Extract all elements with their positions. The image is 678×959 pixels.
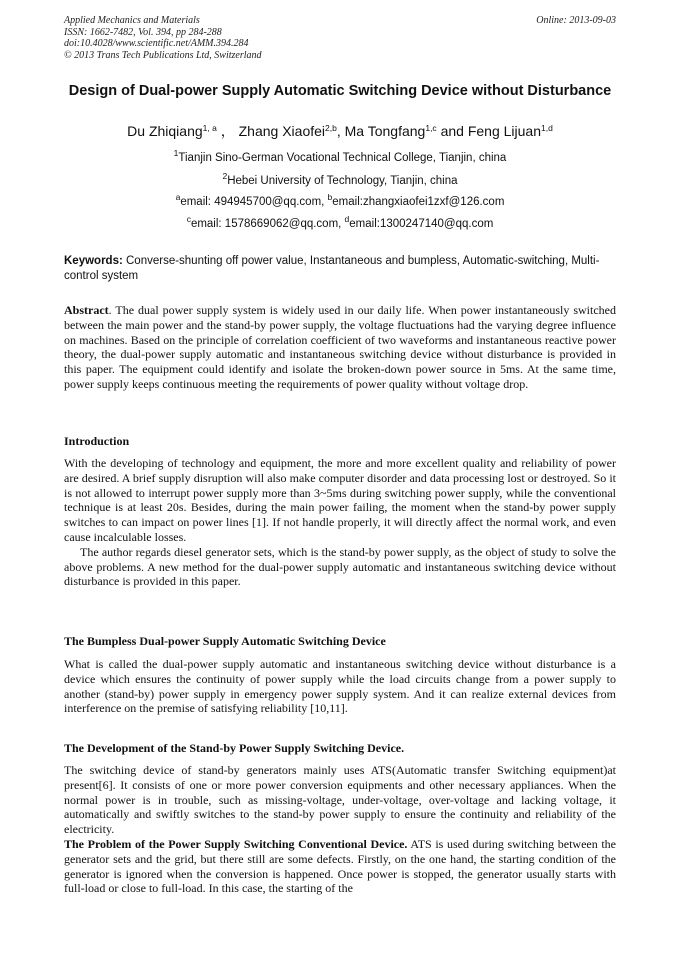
author-name: Du Zhiqiang [127,123,203,139]
section-heading-introduction: Introduction [64,434,130,448]
development-body [64,763,616,896]
doi-line[interactable]: doi:10.4028/www.scientific.net/AMM.394.284 [64,38,249,49]
author-separator: and [440,123,464,139]
copyright-line: © 2013 Trans Tech Publications Ltd, Switzerland [64,49,262,61]
keywords-block [64,254,616,283]
subsection-label: The Problem of the Power Supply Switching Conventional Device. [64,836,408,851]
introduction-body [64,456,616,589]
paragraph: What is called the dual-power supply automatic and instantaneous switching device without disturbance is a device which ensures the continuity of power supply while the load circuits change from a power supply to another (stand-by) power supply in emergency power supply system. And it can realize external devices from interference on the premise of satisfying reliability [10,11]. [64,657,616,716]
abstract-text: . The dual power supply system is widely used in our daily life. When power instantaneously switched between the main power and the stand-by power supply, the voltage fluctuations had the varying degree influence on machines. Based on the principle of correlation coefficient of two waveforms and instantaneous reactive power theory, the dual-power supply automatic and instantaneous switching device without disturbance is provided in this paper. The equipment could identify and isolate the broken-down power source in 5ms. At the same time, power supply keeps continuous meeting the requirements of power quality without voltage drop. [64,303,616,391]
author-superscript: 1, a [202,123,217,133]
journal-header [64,15,616,61]
email-superscript: a [175,192,181,202]
paragraph: The author regards diesel generator sets, which is the stand-by power supply, as the object of study to solve the above problems. A new method for the dual-power supply automatic and instantaneous switching device without disturbance is provided in this paper. [64,544,616,589]
issn-line: ISSN: 1662-7482, Vol. 394, pp 284-288 [64,26,222,38]
author-separator: ， [220,123,235,139]
email-line-2 [40,214,640,231]
paragraph: With the developing of technology and equipment, the more and more excellent quality and reliability of power are desired. A brief supply disruption will also make computer disorder and data processing lost or destroyed. So it is not allowed to interrupt power supply more than 3~5ms during switching power supply, while the conventional technique is at least 20s. Besides, during the main power failing, the moment when the stand-by power supply switches to can impact on power lines [1]. If not handle properly, it will directly affect the normal work, and even cause incalculable losses. [64,456,616,544]
keywords-label: Keywords: [64,255,123,267]
abstract-label: Abstract [64,303,109,317]
author-separator: , [336,123,341,139]
online-date: Online: 2013-09-03 [536,15,616,26]
section-heading-development: The Development of the Stand-by Power Supply Switching Device. [64,741,405,755]
author-name: Zhang Xiaofei [238,123,326,139]
affiliation-2 [40,171,640,188]
email-text[interactable]: email:zhangxiaofei1zxf@126.com [332,196,505,208]
author-name: Ma Tongfang [344,123,426,139]
paragraph-text: ATS is used during switching between the generator sets and the grid, but there still are some defects. Firstly, on the one hand, the starting condition of the generator is ignored when the conversion is happened. Once power is stopped, the generator usually starts with full-load or close to full-load. In this case, the starting of the [64,836,617,896]
journal-name: Applied Mechanics and Materials [64,15,200,26]
bumpless-body [64,657,616,716]
author-name: Feng Lijuan [467,123,541,139]
keywords-text: Converse-shunting off power value, Instantaneous and bumpless, Automatic-switching, Multi-control system [64,255,600,282]
affiliation-text: Hebei University of Technology, Tianjin, china [227,175,458,187]
email-superscript: d [344,214,350,224]
affiliation-superscript: 2 [222,171,228,181]
section-heading-bumpless: The Bumpless Dual-power Supply Automatic Switching Device [64,634,386,648]
email-superscript: c [186,214,191,224]
author-superscript: 1,c [425,123,437,133]
author-superscript: 2,b [325,123,337,133]
paper-title: Design of Dual-power Supply Automatic Switching Device without Disturbance [68,83,612,99]
email-superscript: b [327,192,333,202]
affiliation-1 [40,148,640,165]
author-superscript: 1,d [541,123,553,133]
affiliation-text: Tianjin Sino-German Vocational Technical College, Tianjin, china [178,152,507,164]
email-text[interactable]: email: 1578669062@qq.com, [190,218,345,230]
email-line-1 [40,192,640,209]
paragraph: The switching device of stand-by generators mainly uses ATS(Automatic transfer Switching equipment)at present[6]. It consists of one or more power conversion equipments and other necessary appliances. When the normal power is in trouble, such as missing-voltage, under-voltage, over-voltage and lacking voltage, it automatically and swiftly switches to the stand-by power supply to ensure the continuity and reliability of the electricity. [64,763,616,837]
author-list [40,122,640,140]
paragraph [64,837,616,896]
email-text[interactable]: email: 494945700@qq.com, [180,196,328,208]
email-text[interactable]: email:1300247140@qq.com [349,218,494,230]
affiliation-superscript: 1 [173,148,179,158]
abstract-block [64,303,616,392]
